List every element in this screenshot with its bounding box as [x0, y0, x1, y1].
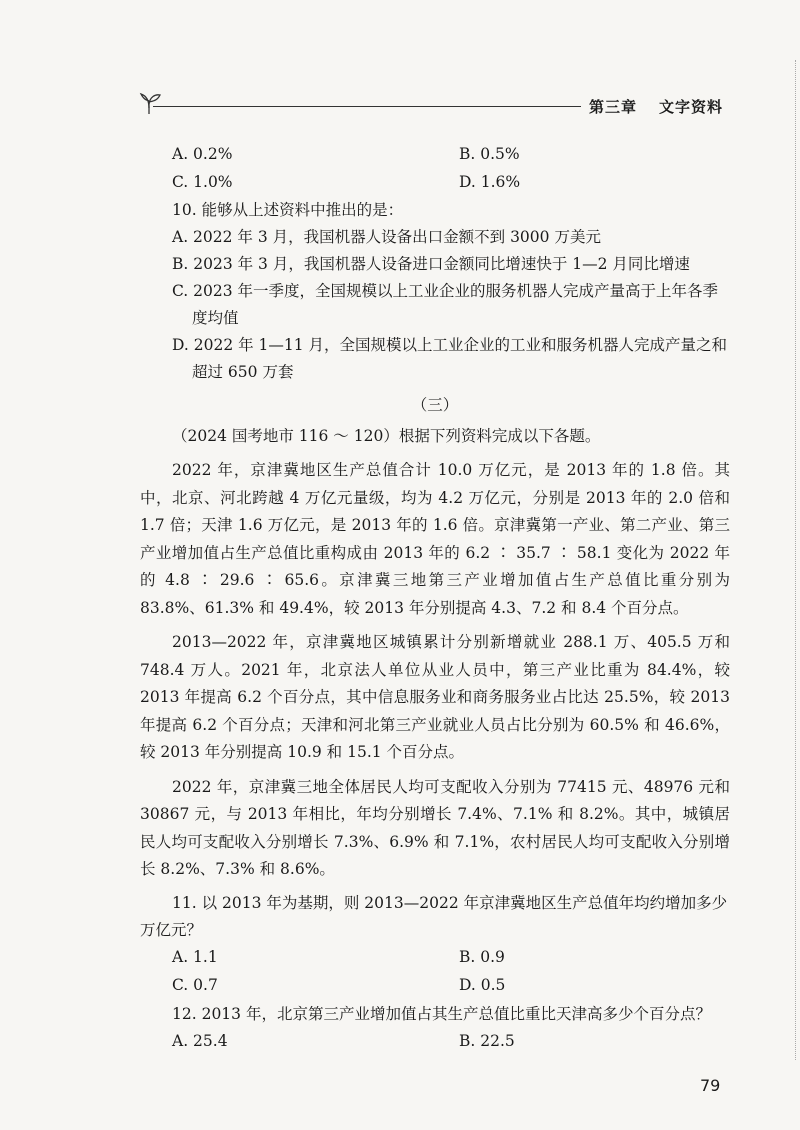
chapter-heading: [581, 96, 723, 117]
question-10-choice-d: D. 2022 年 1—11 月，全国规模以上工业企业的工业和服务机器人完成产量之和 超过 650 万套: [172, 336, 728, 381]
question-11-stem: 11. 以 2013 年为基期，则 2013—2022 年京津冀地区生产总值年均约增加多少万亿元？: [140, 893, 728, 939]
section-intro: （2024 国考地市 116 ～ 120）根据下列资料完成以下各题。: [172, 427, 601, 445]
material-paragraph: 2022 年，京津冀地区生产总值合计 10.0 万亿元，是 2013 年的 1.8 倍。其中，北京、河北跨越 4 万亿元量级，均为 4.2 万亿元，分别是 2013 年的 2.0 倍和 1.7 倍；天津 1.6 万亿元，是 2013 年的 1.6 倍。京津冀第一产业、第二产业、第三产业增加值占生产总值比重构成由 2013 年的 6.2 ∶ 35.7 ∶ 58.1 变化为 2022 年的 4.8 ∶ 29.6 ∶ 65.6。京津冀三地第三产业增加值占生产总值比重分别为 83.8%、61.3% 和 49.4%，较 2013 年分别提高 4.3、7.2 和 8.4 个百分点。: [140, 461, 730, 617]
question-10-choice-c: C. 2023 年一季度，全国规模以上工业企业的服务机器人完成产量高于上年各季 度均值: [172, 282, 719, 327]
section-label: 文字资料: [658, 98, 723, 116]
option-row: [140, 168, 730, 196]
page-number: 79: [700, 1076, 721, 1095]
option-row: [140, 1028, 730, 1056]
page-header: [135, 86, 735, 116]
material-paragraph: 2022 年，京津冀三地全体居民人均可支配收入分别为 77415 元、48976 元和 30867 元，与 2013 年相比，年均分别增长 7.4%、7.1% 和 8.2%。其中，城镇居民人均可支配收入分别增长 7.3%、6.9% 和 7.1%，农村居民人均可支配收入分别增长 8.2%、7.3% 和 8.6%。: [140, 777, 730, 878]
option-d: D. 0.5: [459, 976, 506, 994]
chapter-label: 第三章: [588, 98, 637, 116]
option-b: B. 0.5%: [459, 144, 520, 163]
option-d: D. 1.6%: [459, 172, 521, 191]
section-title: （三）: [411, 396, 459, 414]
sprout-icon: [135, 86, 165, 116]
question-12-stem: 12. 2013 年，北京第三产业增加值占其生产总值比重比天津高多少个百分点？: [172, 1004, 711, 1023]
option-row: [140, 944, 730, 972]
option-b: B. 22.5: [459, 1032, 515, 1050]
page-content: [140, 140, 730, 1056]
option-a: A. 1.1: [172, 948, 218, 966]
option-c: C. 0.7: [172, 976, 218, 994]
question-10-choice-a: A. 2022 年 3 月，我国机器人设备出口金额不到 3000 万美元: [172, 228, 601, 246]
question-10-choice-b: B. 2023 年 3 月，我国机器人设备进口金额同比增速快于 1—2 月同比增速: [172, 255, 690, 273]
question-10-stem: 10. 能够从上述资料中推出的是：: [172, 201, 404, 219]
option-a: A. 0.2%: [172, 144, 233, 163]
page-edge: [791, 60, 796, 1060]
option-row: [140, 140, 730, 168]
option-c: C. 1.0%: [172, 172, 233, 191]
option-b: B. 0.9: [459, 948, 505, 966]
material-paragraph: 2013—2022 年，京津冀地区城镇累计分别新增就业 288.1 万、405.5 万和 748.4 万人。2021 年，北京法人单位从业人员中，第三产业比重为 84.4%，较 2013 年提高 6.2 个百分点，其中信息服务业和商务服务业占比达 25.5%，较 2013 年提高 6.2 个百分点；天津和河北第三产业就业人员占比分别为 60.5% 和 46.6%，较 2013 年分别提高 10.9 和 15.1 个百分点。: [140, 633, 730, 761]
option-row: [140, 972, 730, 1000]
option-a: A. 25.4: [172, 1032, 228, 1050]
